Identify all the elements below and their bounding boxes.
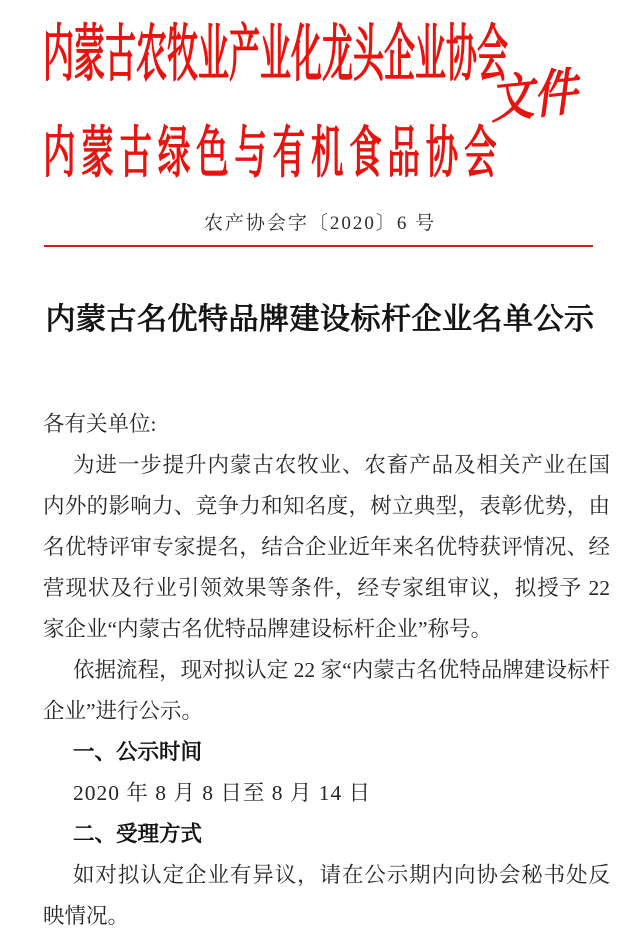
red-divider-line [44, 245, 593, 247]
paragraph-1: 为进一步提升内蒙古农牧业、农畜产品及相关产业在国内外的影响力、竞争力和知名度，树立典型，表彰优势，由名优特评审专家提名，结合企业近年来名优特获评情况、经营现状及行业引领效果等条件，经专家组审议，拟授予 22 家企业“内蒙古名优特品牌建设标杆企业”称号。 [43, 453, 610, 641]
paragraph-2: 依据流程，现对拟认定 22 家“内蒙古名优特品牌建设标杆企业”进行公示。 [43, 658, 610, 723]
section-2-heading: 二、受理方式 [73, 822, 203, 846]
letterhead-doc-type-suffix: 文件 [489, 63, 585, 130]
document-body [0, 404, 640, 937]
section-2-body: 如对拟认定企业有异议，请在公示期内向协会秘书处反映情况。 [43, 863, 610, 928]
salutation: 各有关单位: [43, 412, 157, 436]
section-1-date-range: 2020 年 8 月 8 日至 8 月 14 日 [73, 781, 372, 805]
document-title: 内蒙古名优特品牌建设标杆企业名单公示 [45, 303, 595, 336]
letterhead [0, 0, 640, 248]
letterhead-org-line-2: 内蒙古绿色与有机食品协会 [43, 123, 503, 185]
doc-reference-number: 农产协会字〔2020〕6 号 [203, 213, 437, 234]
section-1-heading: 一、公示时间 [73, 740, 203, 764]
letterhead-org-line-1: 内蒙古农牧业产业化龙头企业协会 [43, 21, 509, 89]
